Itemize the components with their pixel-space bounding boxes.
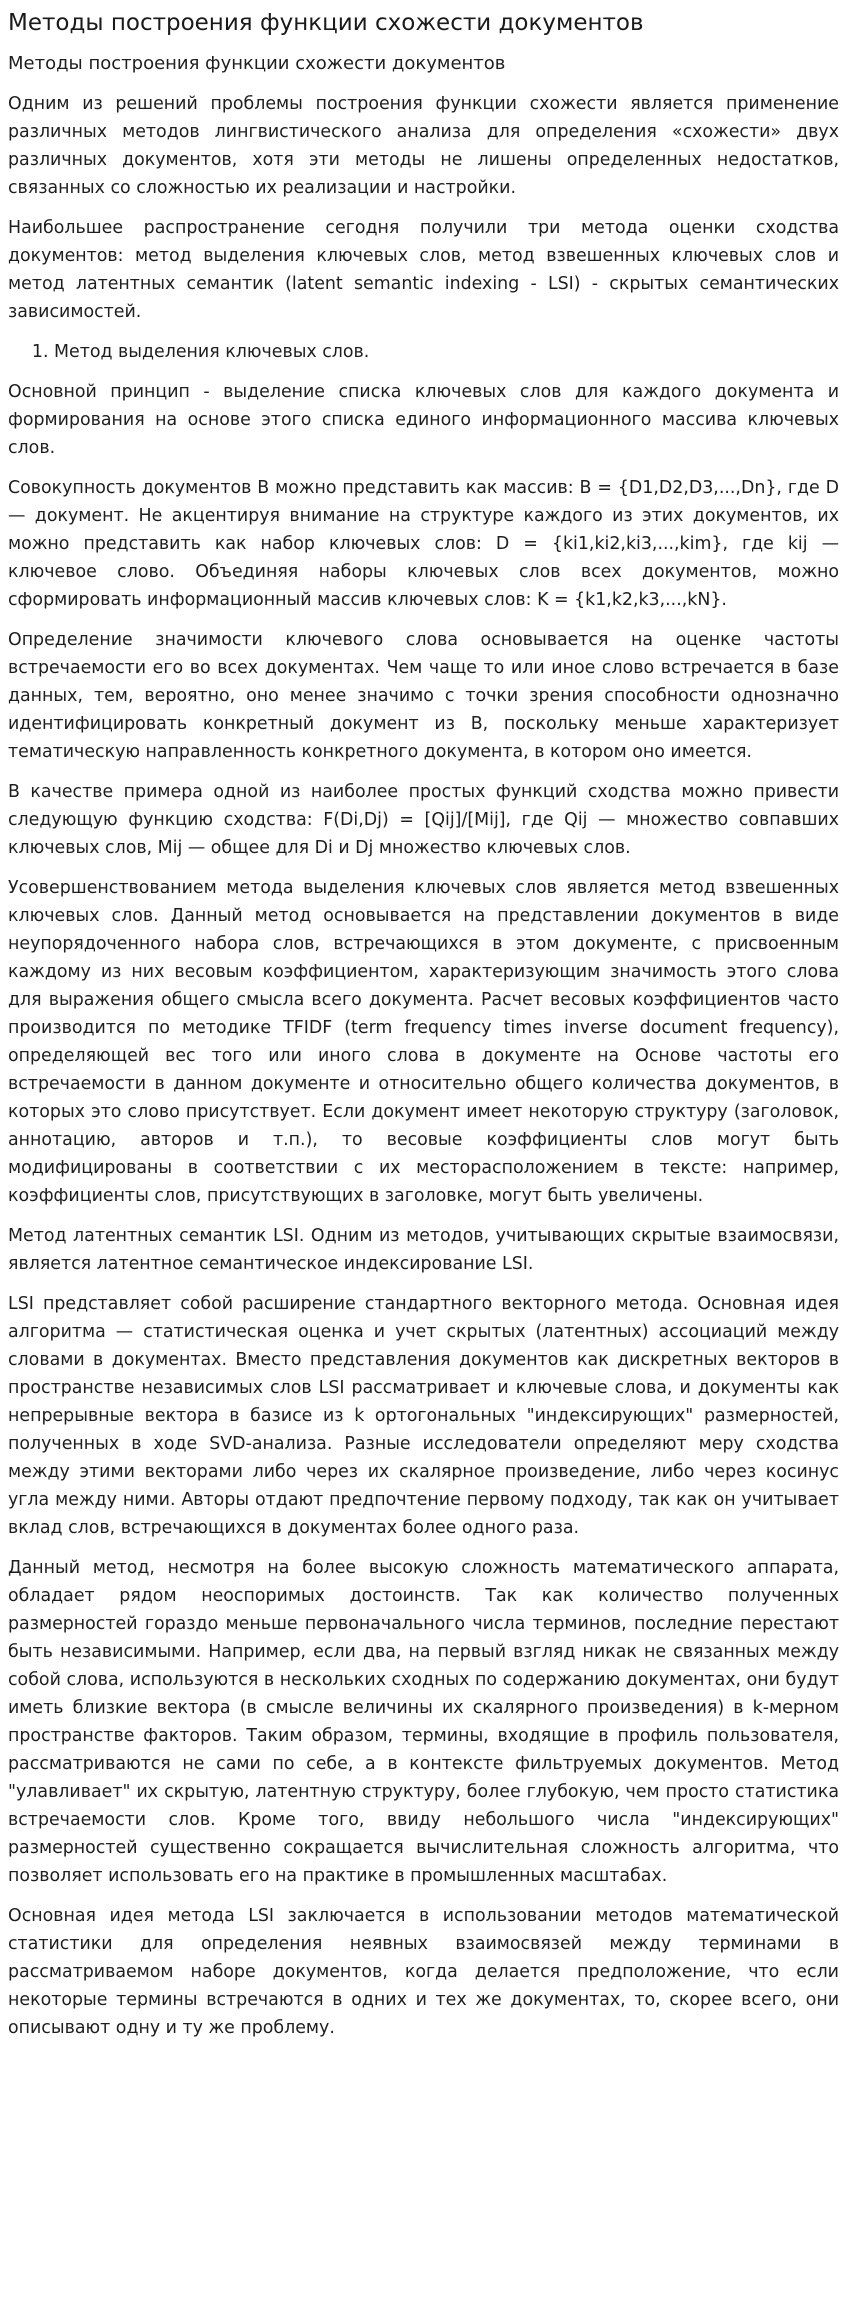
body-paragraph-9: Основная идея метода LSI заключается в использовании методов математической статистики для определения неявных взаимосвязей между терминами в рассматриваемом наборе документов, когда делается предположение, что если некоторые термины встречаются в одних и тех же документах, то, скорее всего, они описывают одну и ту же проблему. xyxy=(8,1906,839,2038)
page-title: Методы построения функции схожести документов xyxy=(8,10,644,36)
page-subtitle: Методы построения функции схожести документов xyxy=(8,53,506,74)
methods-list xyxy=(8,338,839,366)
intro-paragraph-2: Наибольшее распространение сегодня получили три метода оценки сходства документов: метод выделения ключевых слов, метод взвешенных ключевых слов и метод латентных семантик (latent semantic indexing - LSI) - скрытых семантических зависимостей. xyxy=(8,218,839,322)
body-paragraph-3: Определение значимости ключевого слова основывается на оценке частоты встречаемости его во всех документах. Чем чаще то или иное слово встречается в базе данных, тем, вероятно, оно менее значимо с точки зрения способности однозначно идентифицировать конкретный документ из B, поскольку меньше характеризует тематическую направленность конкретного документа, в котором оно имеется. xyxy=(8,630,839,762)
list-item-keyword-method: 1. Метод выделения ключевых слов. xyxy=(54,338,839,366)
intro-paragraph-1: Одним из решений проблемы построения функции схожести является применение различных методов лингвистического анализа для определения «схожести» двух различных документов, хотя эти методы не лишены определенных недостатков, связанных со сложностью их реализации и настройки. xyxy=(8,94,839,198)
body-paragraph-2: Совокупность документов B можно представить как массив: B = {D1,D2,D3,...,Dn}, где D — документ. Не акцентируя внимание на структуре каждого из этих документов, их можно представить как набор ключевых слов: D = {ki1,ki2,ki3,...,kim}, где kij — ключевое слово. Объединяя наборы ключевых слов всех документов, можно сформировать информационный массив ключевых слов: K = {k1,k2,k3,...,kN}. xyxy=(8,478,839,610)
body-paragraph-7: LSI представляет собой расширение стандартного векторного метода. Основная идея алгоритма — статистическая оценка и учет скрытых (латентных) ассоциаций между словами в документах. Вместо представления документов как дискретных векторов в пространстве независимых слов LSI рассматривает и ключевые слова, и документы как непрерывные вектора в базисе из k ортогональных "индексирующих" размерностей, полученных в ходе SVD-анализа. Разные исследователи определяют меру сходства между этими векторами либо через их скалярное произведение, либо через косинус угла между ними. Авторы отдают предпочтение первому подходу, так как он учитывает вклад слов, встречающихся в документах более одного раза. xyxy=(8,1294,839,1538)
body-paragraph-4: В качестве примера одной из наиболее простых функций сходства можно привести следующую функцию сходства: F(Di,Dj) = [Qij]/[Mij], где Qij — множество совпавших ключевых слов, Mij — общее для Di и Dj множество ключевых слов. xyxy=(8,782,839,858)
body-paragraph-1: Основной принцип - выделение списка ключевых слов для каждого документа и формирования на основе этого списка единого информационного массива ключевых слов. xyxy=(8,382,839,458)
body-paragraph-8: Данный метод, несмотря на более высокую сложность математического аппарата, обладает рядом неоспоримых достоинств. Так как количество полученных размерностей гораздо меньше первоначального числа терминов, последние перестают быть независимыми. Например, если два, на первый взгляд никак не связанных между собой слова, используются в нескольких сходных по содержанию документах, они будут иметь близкие вектора (в смысле величины их скалярного произведения) в k-мерном пространстве факторов. Таким образом, термины, входящие в профиль пользователя, рассматриваются не сами по себе, а в контексте фильтруемых документов. Метод "улавливает" их скрытую, латентную структуру, более глубокую, чем просто статистика встречаемости слов. Кроме того, ввиду небольшого числа "индексирующих" размерностей существенно сокращается вычислительная сложность алгоритма, что позволяет использовать его на практике в промышленных масштабах. xyxy=(8,1558,839,1886)
body-paragraph-6: Метод латентных семантик LSI. Одним из методов, учитывающих скрытые взаимосвязи, является латентное семантическое индексирование LSI. xyxy=(8,1226,839,1274)
body-paragraph-5: Усовершенствованием метода выделения ключевых слов является метод взвешенных ключевых слов. Данный метод основывается на представлении документов в виде неупорядоченного набора слов, встречающихся в этом документе, с присвоенным каждому из них весовым коэффициентом, характеризующим значимость этого слова для выражения общего смысла всего документа. Расчет весовых коэффициентов часто производится по методике TFIDF (term frequency times inverse document frequency), определяющей вес того или иного слова в документе на Основе частоты его встречаемости в данном документе и относительно общего количества документов, в которых это слово присутствует. Если документ имеет некоторую структуру (заголовок, аннотацию, авторов и т.п.), то весовые коэффициенты слов могут быть модифицированы в соответствии с их месторасположением в тексте: например, коэффициенты слов, присутствующих в заголовке, могут быть увеличены. xyxy=(8,878,839,1206)
